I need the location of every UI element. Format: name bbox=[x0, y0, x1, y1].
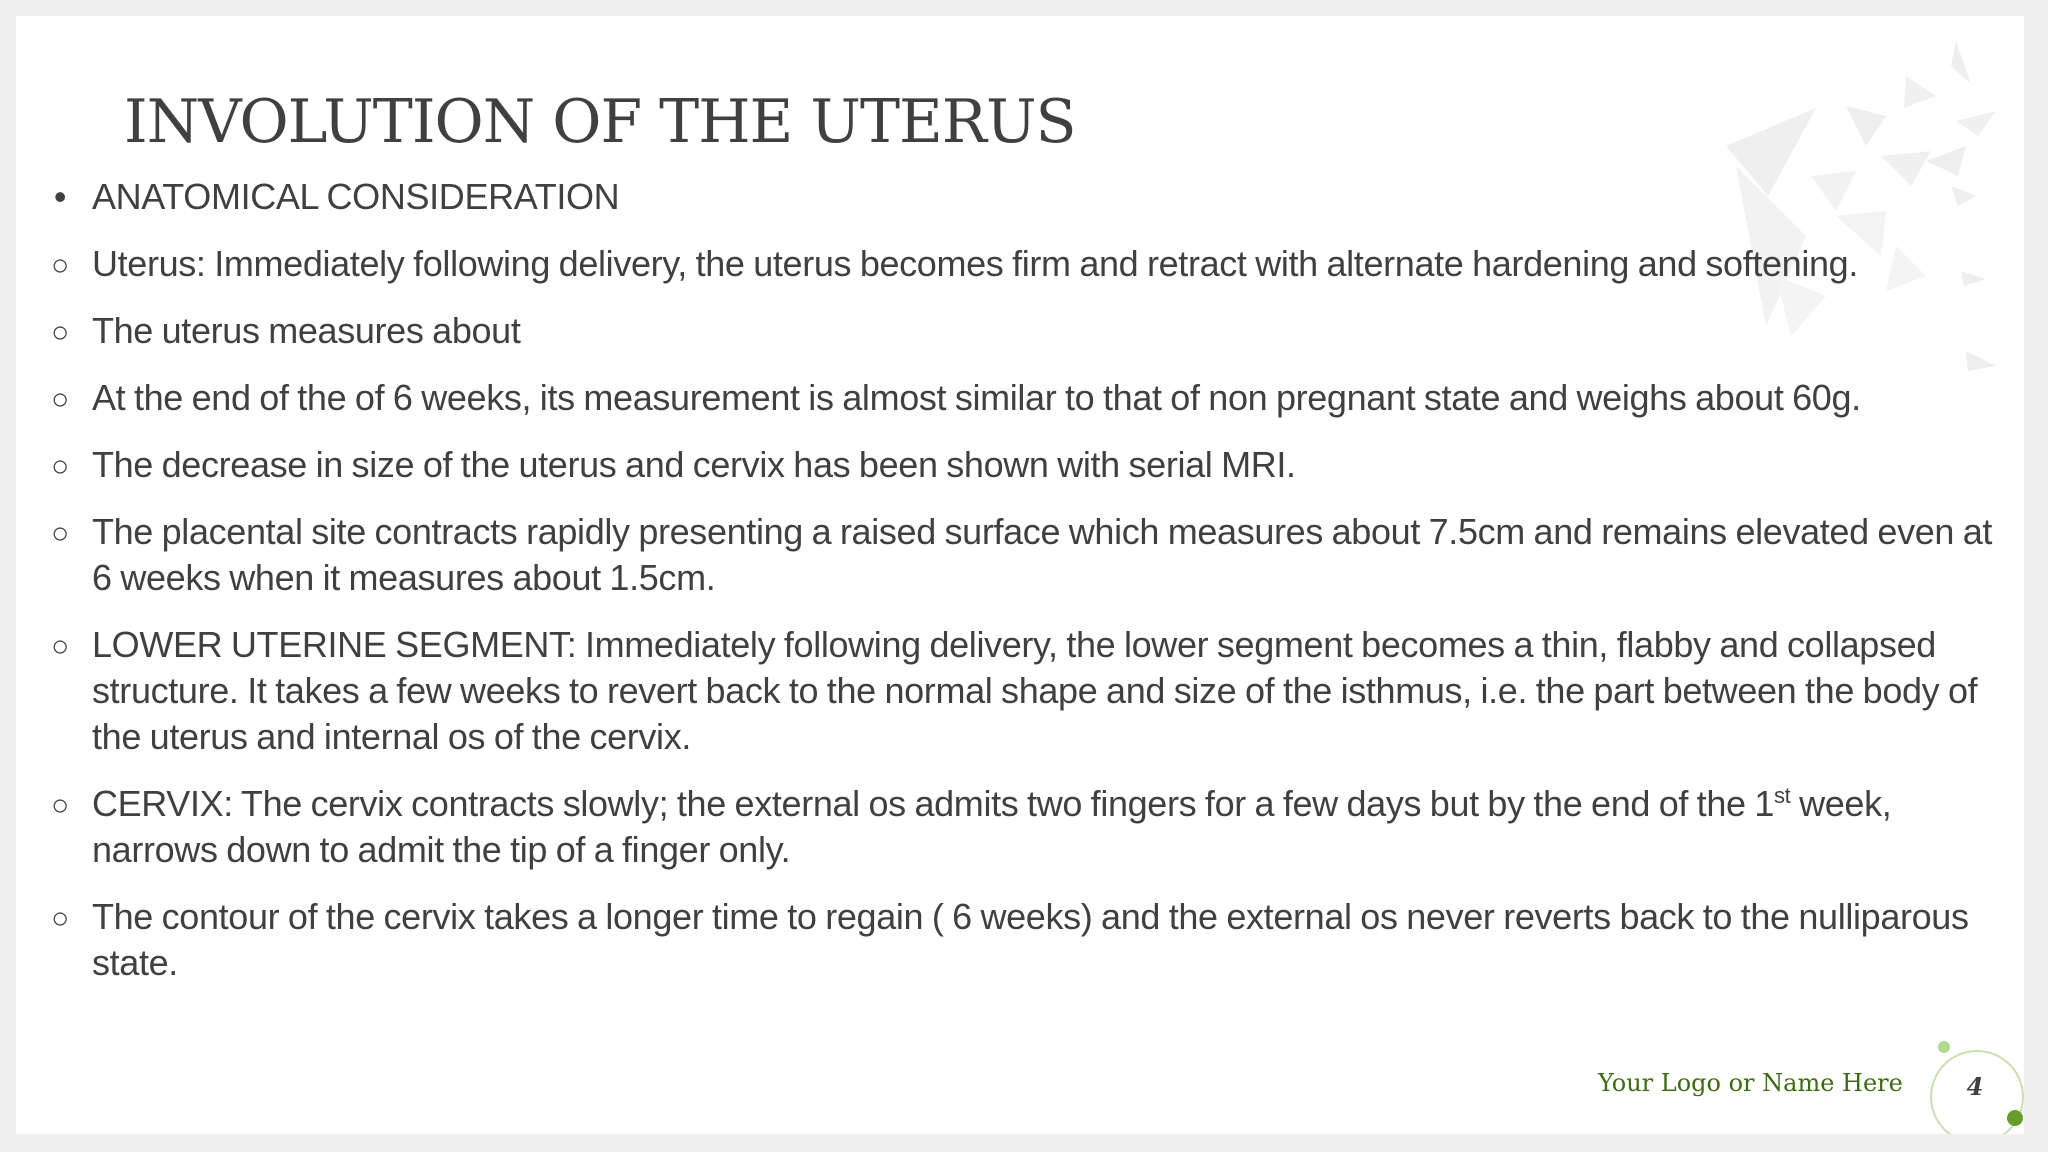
list-item bbox=[40, 241, 2008, 287]
slide bbox=[16, 16, 2024, 1134]
bullet-text: Uterus: Immediately following delivery, the uterus becomes firm and retract with alternate hardening and softening. bbox=[92, 243, 1859, 284]
list-item bbox=[40, 781, 2008, 873]
bullet-text: The contour of the cervix takes a longer time to regain ( 6 weeks) and the external os never reverts back to the nulliparous state. bbox=[92, 896, 1969, 983]
bullet-text-before: CERVIX: The cervix contracts slowly; the external os admits two fingers for a few days but by the end of the 1 bbox=[92, 783, 1775, 824]
bullet-marker: ○ bbox=[51, 789, 69, 822]
bullet-marker: • bbox=[53, 176, 67, 217]
bullet-marker: ○ bbox=[51, 902, 69, 935]
bullet-text: The uterus measures about bbox=[92, 310, 521, 351]
bullet-text: The placental site contracts rapidly presenting a raised surface which measures about 7.5cm and remains elevated even at 6 weeks when it measures about 1.5cm. bbox=[92, 511, 1993, 598]
bullet-text: The decrease in size of the uterus and cervix has been shown with serial MRI. bbox=[92, 444, 1296, 485]
bullet-marker: ○ bbox=[51, 630, 69, 663]
bullet-marker: ○ bbox=[51, 517, 69, 550]
list-item bbox=[40, 442, 2008, 488]
superscript: st bbox=[1774, 783, 1791, 808]
bullet-text: LOWER UTERINE SEGMENT: Immediately following delivery, the lower segment becomes a thin, flabby and collapsed structure. It takes a few weeks to revert back to the normal shape and size of the isthmus, i.e. the part between the body of the uterus and internal os of the cervix. bbox=[92, 624, 1978, 757]
list-item bbox=[40, 509, 2008, 601]
list-item bbox=[40, 174, 2008, 220]
bullet-text bbox=[92, 783, 1891, 870]
page-number: 4 bbox=[1966, 1072, 1984, 1101]
slide-title: INVOLUTION OF THE UTERUS bbox=[124, 87, 1076, 157]
bullet-marker: ○ bbox=[51, 450, 69, 483]
bullet-marker: ○ bbox=[51, 249, 69, 282]
bullet-text: ANATOMICAL CONSIDERATION bbox=[92, 176, 620, 217]
list-item bbox=[40, 308, 2008, 354]
list-item bbox=[40, 375, 2008, 421]
small-green-dot bbox=[1938, 1041, 1950, 1053]
bullet-marker: ○ bbox=[51, 383, 69, 416]
bullet-text-after: week, narrows down to admit the tip of a finger only. bbox=[92, 783, 1892, 870]
list-item bbox=[40, 622, 2008, 760]
bullet-marker: ○ bbox=[51, 316, 69, 349]
bullet-list bbox=[40, 174, 2008, 1007]
bullet-text: At the end of the of 6 weeks, its measurement is almost similar to that of non pregnant state and weighs about 60g. bbox=[92, 377, 1861, 418]
list-item bbox=[40, 894, 2008, 986]
green-dot bbox=[2007, 1110, 2023, 1126]
footer-logo-text: Your Logo or Name Here bbox=[1598, 1069, 1903, 1097]
